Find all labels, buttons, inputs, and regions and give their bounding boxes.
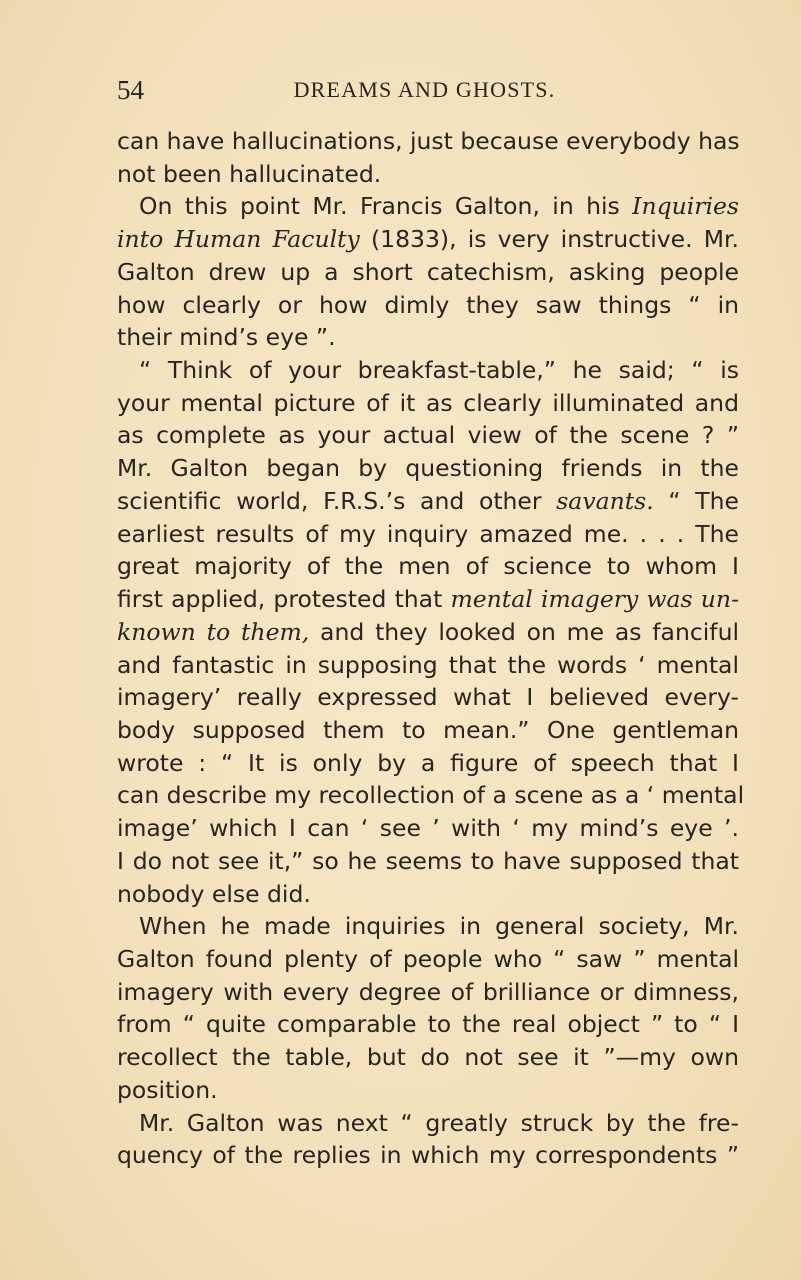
running-title: DREAMS AND GHOSTS.: [293, 77, 556, 102]
text-segment: and fantastic in supposing that the words ‘ mental: [117, 650, 739, 679]
text-line: [117, 550, 739, 583]
text-segment: When he made inquiries in general society, Mr.: [139, 912, 739, 941]
text-segment: Galton drew up a short catechism, asking people: [117, 257, 739, 286]
text-line: [117, 779, 745, 812]
text-line: [117, 910, 739, 943]
text-line: [117, 1074, 739, 1107]
text-segment: On this point Mr. Francis Galton, in his: [139, 192, 633, 221]
text-line: [117, 1107, 739, 1140]
italic-text: Inquiries: [632, 192, 739, 221]
italic-text: savants.: [556, 486, 654, 515]
text-segment: imagery’ really expressed what I believed every-: [117, 683, 739, 712]
text-line: [117, 485, 739, 518]
text-segment: not been hallucinated.: [117, 159, 382, 188]
text-segment: how clearly or how dimly they saw things “ in: [117, 290, 739, 319]
italic-text: into Human Faculty: [117, 225, 360, 254]
text-segment: great majority of the men of science to whom I: [117, 552, 739, 581]
text-line: [117, 1041, 739, 1074]
text-line: [117, 289, 739, 322]
text-segment: can have hallucinations, just because everybody has: [117, 127, 740, 155]
text-line: [117, 518, 739, 551]
text-line: [117, 747, 739, 780]
text-line: [117, 452, 739, 485]
text-line: [117, 1008, 739, 1041]
text-segment: imagery with every degree of brilliance or dimness,: [117, 977, 739, 1006]
text-line: [117, 387, 739, 420]
text-line: [117, 419, 739, 452]
text-line: [117, 158, 739, 191]
text-line: [117, 681, 739, 714]
text-segment: recollect the table, but do not see it ”—my own: [117, 1043, 739, 1072]
italic-text: mental imagery was un-: [450, 585, 740, 614]
text-segment: Galton found plenty of people who “ saw ” mental: [117, 944, 739, 973]
text-line: [117, 125, 739, 158]
text-segment: image’ which I can ‘ see ’ with ‘ my mind’s eye ’.: [117, 814, 739, 843]
text-segment: wrote : “ It is only by a figure of speech that I: [117, 748, 739, 777]
body-text: [117, 125, 745, 1172]
text-segment: nobody else did.: [117, 879, 311, 908]
page-header: [117, 73, 732, 113]
text-segment: first applied, protested that: [117, 585, 451, 614]
text-line: [117, 845, 739, 878]
text-segment: “ The: [653, 486, 739, 515]
text-line: [117, 943, 739, 976]
text-line: [117, 223, 739, 256]
text-line: [117, 616, 739, 649]
text-line: [117, 583, 739, 616]
text-segment: Mr. Galton began by questioning friends in the: [117, 454, 739, 483]
text-line: [117, 256, 739, 289]
text-segment: earliest results of my inquiry amazed me. . . . The: [117, 519, 739, 548]
text-line: [117, 354, 739, 387]
text-segment: from “ quite comparable to the real object ” to “ I: [117, 1010, 739, 1039]
text-segment: (1833), is very instructive. Mr.: [359, 225, 739, 254]
text-line: [117, 878, 739, 911]
text-line: [117, 649, 739, 682]
text-line: [117, 321, 739, 354]
text-segment: and they looked on me as fanciful: [309, 617, 740, 646]
text-line: [117, 976, 739, 1009]
page-number: 54: [117, 75, 144, 105]
text-line: [117, 812, 739, 845]
text-segment: their mind’s eye ”.: [117, 323, 336, 352]
text-line: [117, 190, 739, 223]
text-segment: can describe my recollection of a scene as a ‘ mental: [117, 781, 745, 810]
text-line: [117, 714, 739, 747]
text-segment: I do not see it,” so he seems to have supposed that: [117, 846, 739, 875]
text-segment: as complete as your actual view of the scene ? ”: [117, 421, 739, 450]
text-segment: your mental picture of it as clearly illuminated and: [117, 388, 739, 417]
text-segment: body supposed them to mean.” One gentleman: [117, 715, 739, 744]
text-segment: quency of the replies in which my correspondents ”: [117, 1141, 739, 1170]
text-segment: position.: [117, 1075, 218, 1104]
text-segment: scientific world, F.R.S.’s and other: [117, 486, 557, 515]
italic-text: known to them,: [117, 617, 310, 646]
text-line: [117, 1139, 739, 1172]
text-segment: Mr. Galton was next “ greatly struck by the fre-: [139, 1108, 739, 1137]
text-segment: “ Think of your breakfast-table,” he said; “ is: [139, 356, 739, 385]
